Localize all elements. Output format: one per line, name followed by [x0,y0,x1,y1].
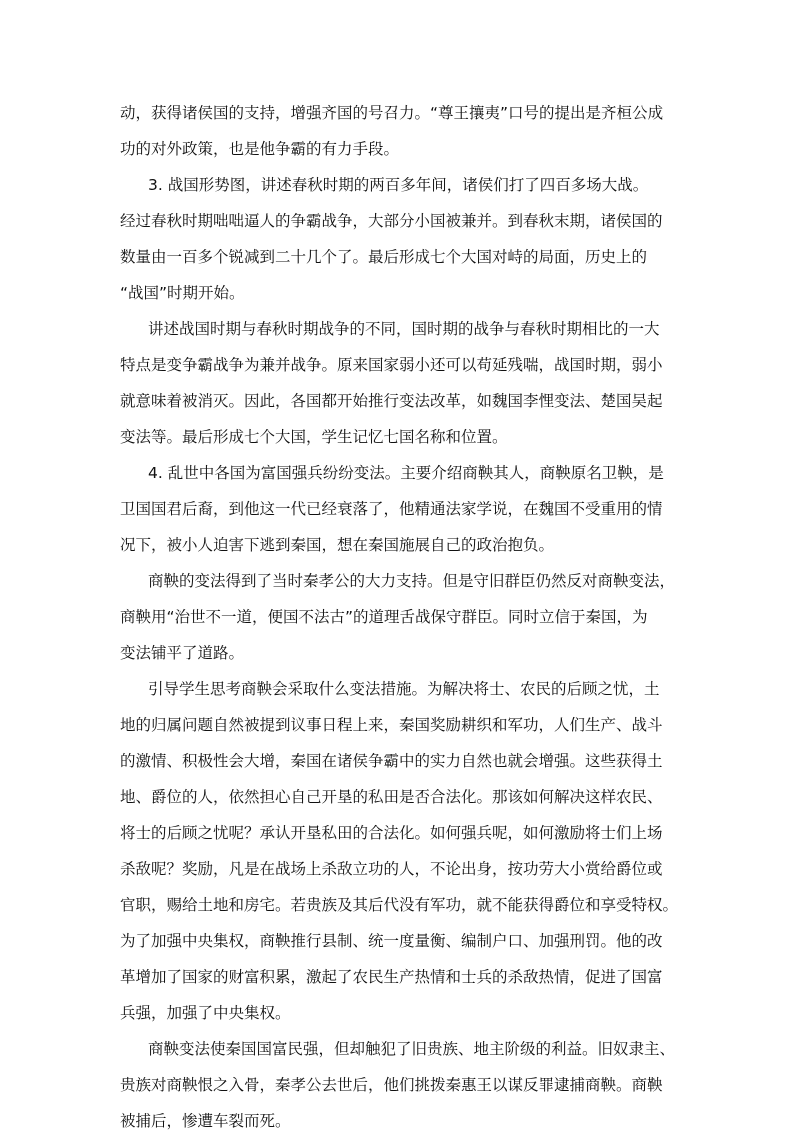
text-line: 特点是变争霸战争为兼并战争。原来国家弱小还可以苟延残喘，战国时期，弱小 [120,356,663,374]
text-line: 为了加强中央集权，商鞅推行县制、统一度量衡、编制户口、加强刑罚。他的改 [120,932,663,950]
paragraph-start-line: 商鞅的变法得到了当时秦孝公的大力支持。但是守旧群臣仍然反对商鞅变法， [148,572,676,590]
text-line: 将士的后顾之忧呢？承认开垦私田的合法化。如何强兵呢，如何激励将士们上场 [120,824,663,842]
paragraph-start-line: 引导学生思考商鞅会采取什么变法措施。为解决将士、农民的后顾之忧，土 [148,680,660,698]
text-line: 官职，赐给土地和房宅。若贵族及其后代没有军功，就不能获得爵位和享受特权。 [120,896,679,914]
text-line: 兵强，加强了中央集权。 [120,1004,291,1022]
text-line: 卫国国君后裔，到他这一代已经衰落了，他精通法家学说，在魏国不受重用的情 [120,500,663,518]
text-line: 况下，被小人迫害下逃到秦国，想在秦国施展自己的政治抱负。 [120,536,555,554]
text-line: 的激情、积极性会大增，秦国在诸侯争霸中的实力自然也就会增强。这些获得土 [120,752,663,770]
paragraph-start-line: 4. 乱世中各国为富国强兵纷纷变法。主要介绍商鞅其人，商鞅原名卫鞅，是 [148,464,664,482]
text-line: 变法铺平了道路。 [120,644,245,662]
text-line: 商鞅用“治世不一道，便国不法古”的道理舌战保守群臣。同时立信于秦国，为 [120,608,648,626]
text-line: 变法等。最后形成七个大国，学生记忆七国名称和位置。 [120,428,508,446]
text-line: 功的对外政策，也是他争霸的有力手段。 [120,140,400,158]
text-line: 杀敌呢？奖励，凡是在战场上杀敌立功的人，不论出身，按功劳大小赏给爵位或 [120,860,663,878]
paragraph-start-line: 3. 战国形势图，讲述春秋时期的两百多年间，诸侯们打了四百多场大战。 [148,176,649,194]
text-line: 数量由一百多个锐减到二十几个了。最后形成七个大国对峙的局面，历史上的 [120,248,648,266]
paragraph-start-line: 商鞅变法使秦国国富民强，但却触犯了旧贵族、地主阶级的利益。旧奴隶主、 [148,1040,676,1058]
text-line: 就意味着被消灭。因此，各国都开始推行变法改革，如魏国李悝变法、楚国吴起 [120,392,663,410]
text-line: 经过春秋时期咄咄逼人的争霸战争，大部分小国被兼并。到春秋末期，诸侯国的 [120,212,663,230]
text-line: 被捕后，惨遭车裂而死。 [120,1112,291,1130]
text-line: “战国”时期开始。 [120,284,245,302]
paragraph-start-line: 讲述战国时期与春秋时期战争的不同，国时期的战争与春秋时期相比的一大 [148,320,660,338]
text-line: 革增加了国家的财富积累，激起了农民生产热情和士兵的杀敌热情，促进了国富 [120,968,663,986]
text-line: 地的归属问题自然被提到议事日程上来，秦国奖励耕织和军功，人们生产、战斗 [120,716,663,734]
text-line: 贵族对商鞅恨之入骨，秦孝公去世后，他们挑拨秦惠王以谋反罪逮捕商鞅。商鞅 [120,1076,663,1094]
text-line: 地、爵位的人，依然担心自己开垦的私田是否合法化。那该如何解决这样农民、 [120,788,663,806]
text-line: 动，获得诸侯国的支持，增强齐国的号召力。“尊王攘夷”口号的提出是齐桓公成 [120,104,664,122]
document-body [120,95,680,1139]
